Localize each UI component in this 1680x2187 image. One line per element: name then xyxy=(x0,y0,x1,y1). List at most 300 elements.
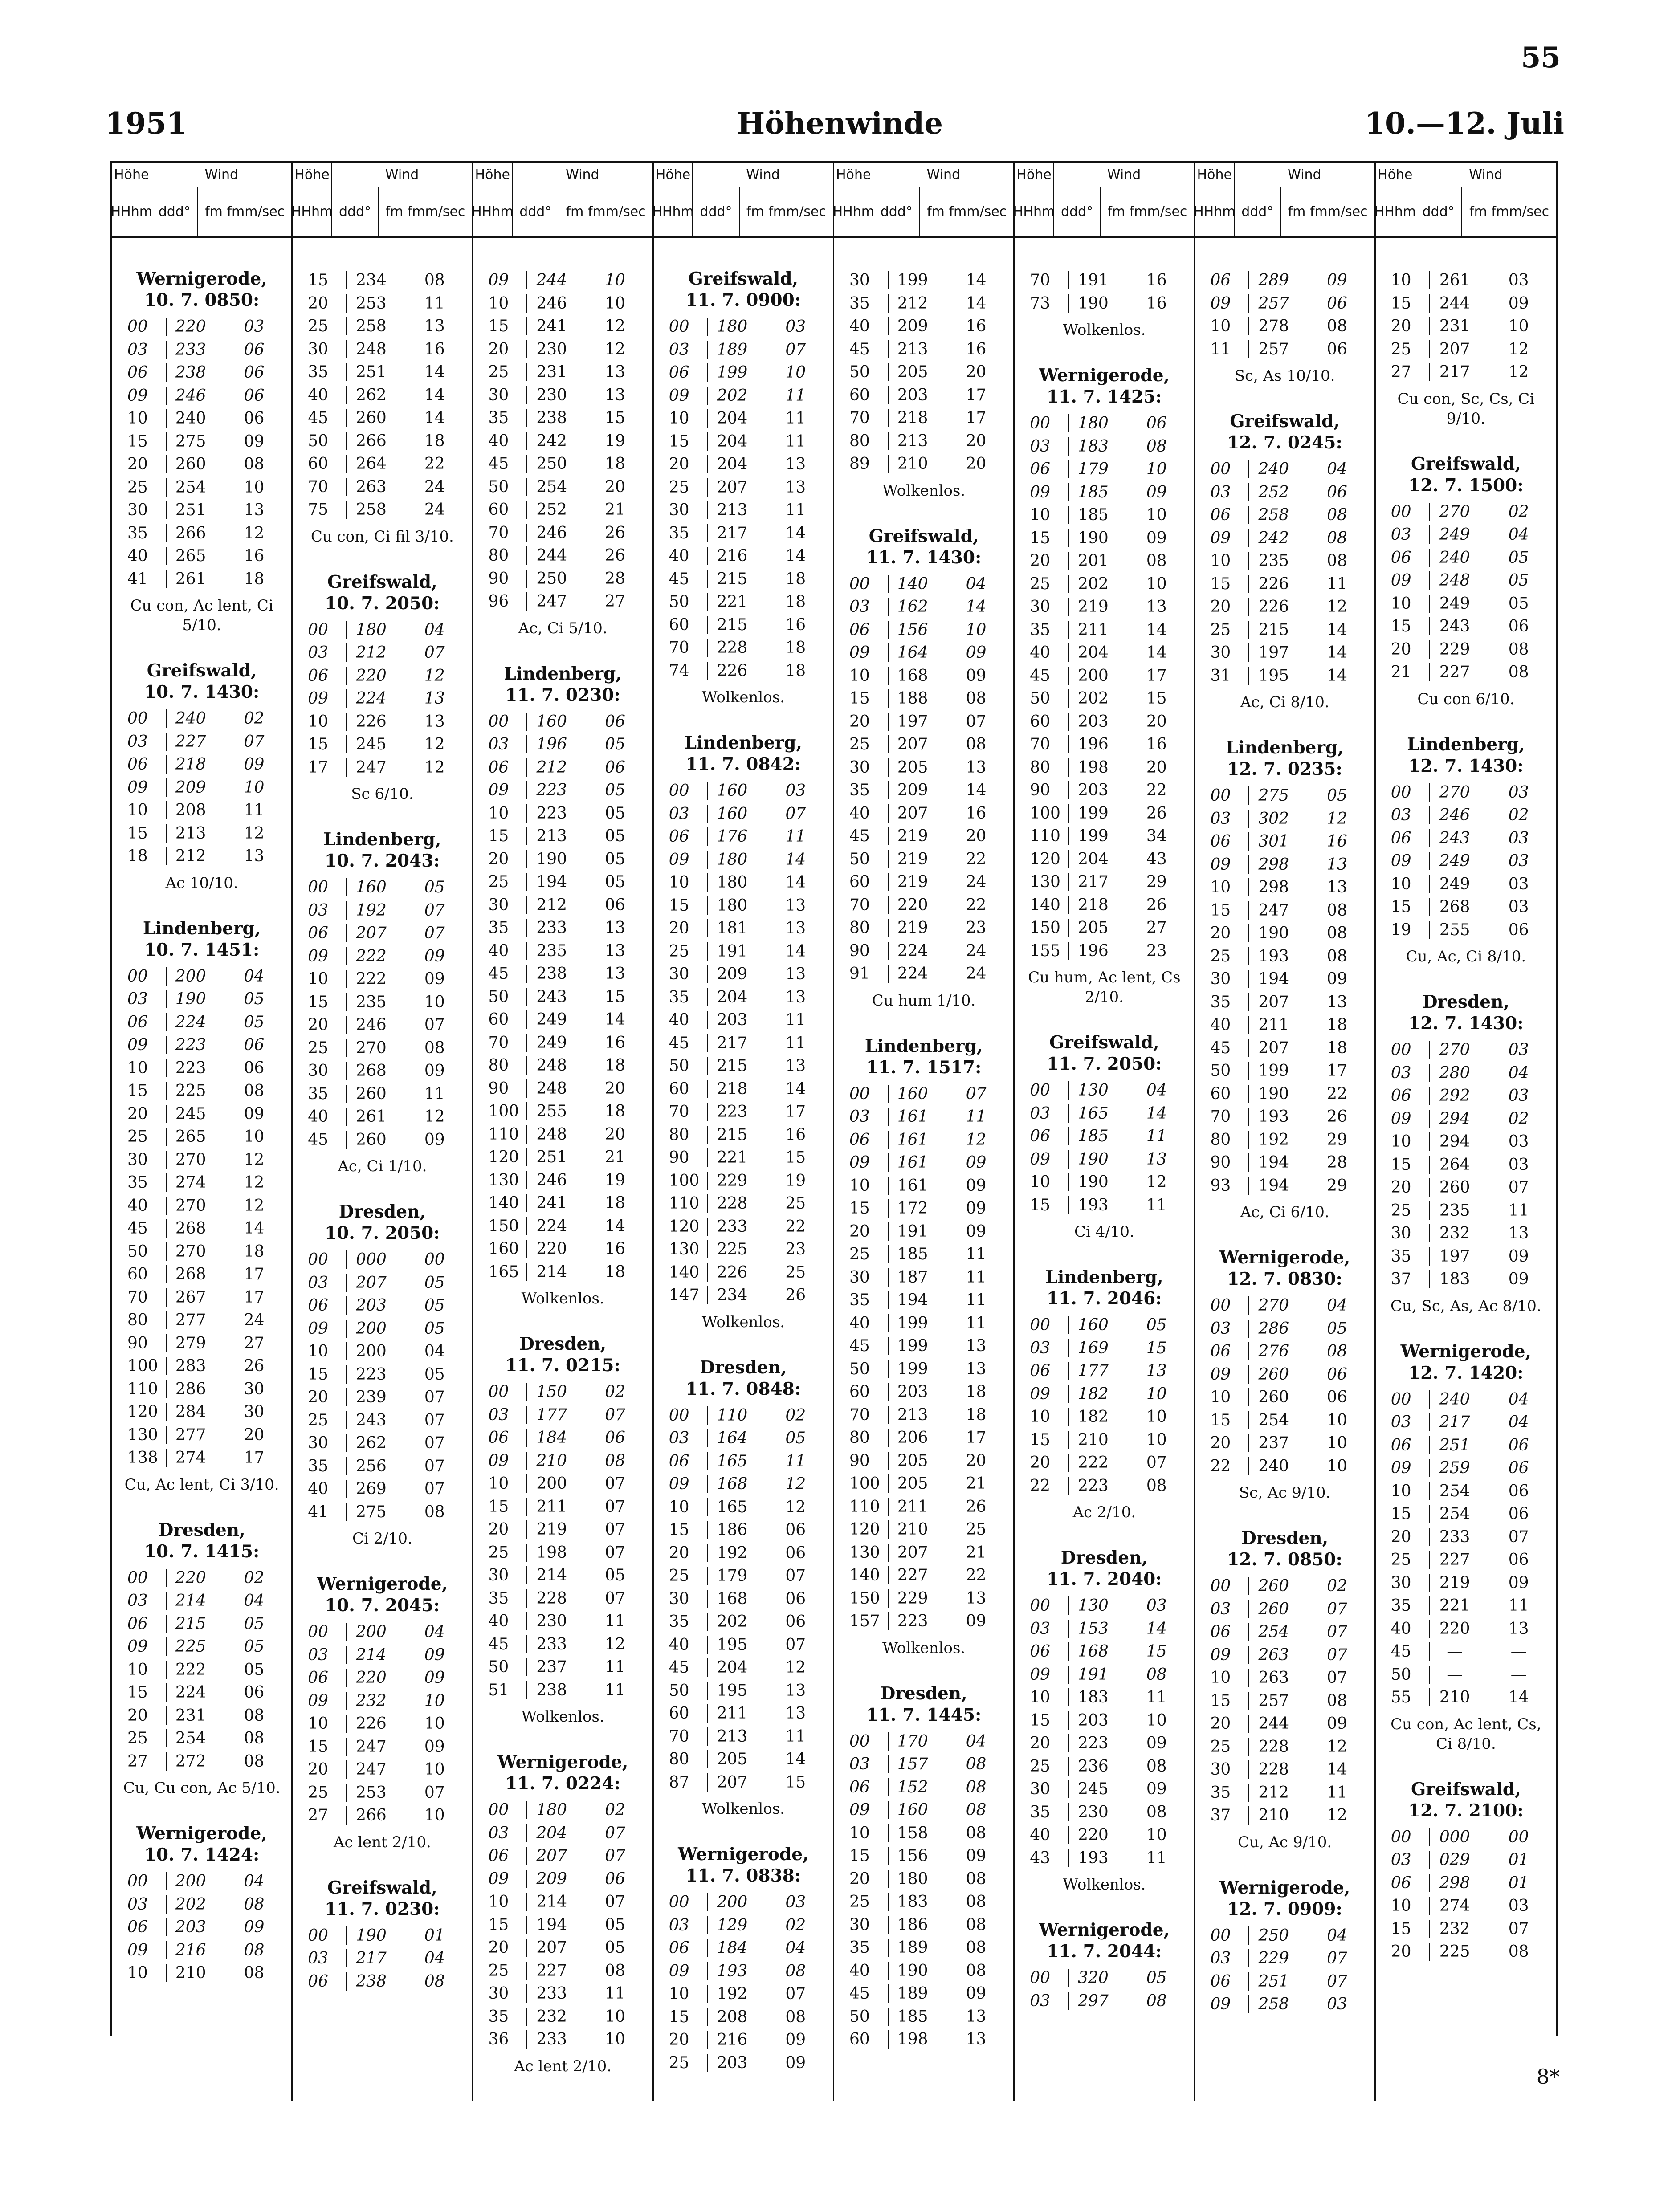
column-header xyxy=(293,161,472,238)
speed-value: 14 xyxy=(966,781,987,800)
table-row xyxy=(1203,595,1367,619)
direction-value: 183 xyxy=(1068,1688,1117,1706)
observation-rows xyxy=(1022,269,1187,315)
table-row xyxy=(1022,1847,1187,1870)
direction-value: 202 xyxy=(707,1613,756,1631)
height-value: 60 xyxy=(669,615,689,634)
speed-value: 13 xyxy=(244,847,265,866)
height-value: 41 xyxy=(308,1503,329,1521)
direction-value: 191 xyxy=(707,942,756,961)
header-fmfm xyxy=(1462,187,1556,236)
observation-rows xyxy=(1203,458,1367,687)
table-row xyxy=(1383,361,1549,384)
observation-rows xyxy=(1203,1575,1367,1827)
height-value: 89 xyxy=(849,455,870,473)
table-row xyxy=(119,1424,284,1447)
direction-value: 247 xyxy=(526,592,576,611)
table-row xyxy=(841,1914,1006,1937)
cloud-note: Cu con, Ci fil 3/10. xyxy=(310,527,454,546)
speed-value: 09 xyxy=(424,1669,445,1687)
direction-value: 206 xyxy=(888,1429,937,1447)
height-value: 43 xyxy=(1030,1849,1051,1867)
direction-value: 215 xyxy=(166,1615,215,1633)
height-value: 40 xyxy=(1030,643,1051,662)
header-ddd xyxy=(1415,187,1462,236)
table-row xyxy=(841,1426,1006,1450)
table-row xyxy=(1383,292,1549,315)
speed-value: 08 xyxy=(966,1824,987,1842)
height-value: 35 xyxy=(308,1457,329,1475)
height-value: 00 xyxy=(849,1084,870,1103)
table-row xyxy=(119,1011,284,1034)
table-row xyxy=(1383,919,1549,942)
direction-value: 203 xyxy=(707,1011,756,1029)
table-row xyxy=(300,1781,465,1804)
speed-value: 05 xyxy=(605,735,625,754)
table-row xyxy=(1203,315,1367,338)
height-value: 45 xyxy=(308,409,329,428)
height-value: 00 xyxy=(127,967,148,986)
table-row xyxy=(1203,1690,1367,1713)
header-hh-label: HH xyxy=(652,204,673,220)
table-row xyxy=(119,730,284,753)
speed-value: 09 xyxy=(966,1153,987,1172)
observation-rows xyxy=(1383,1826,1549,1963)
direction-value: 203 xyxy=(707,2054,756,2072)
height-value: 10 xyxy=(669,1985,689,2004)
speed-value: 14 xyxy=(424,363,445,382)
height-value: 45 xyxy=(488,965,509,983)
direction-value: 202 xyxy=(1068,689,1117,708)
table-row xyxy=(1022,1360,1187,1383)
table-row xyxy=(1203,1712,1367,1735)
height-value: 09 xyxy=(849,1801,870,1820)
table-row xyxy=(1022,641,1187,664)
direction-value: 029 xyxy=(1429,1851,1479,1869)
height-value: 25 xyxy=(488,1543,509,1562)
height-value: 15 xyxy=(488,317,509,336)
height-value: 60 xyxy=(127,1265,148,1284)
station-heading xyxy=(1022,1032,1187,1075)
height-value: 50 xyxy=(127,1242,148,1261)
table-row xyxy=(1383,1686,1549,1709)
observation-rows xyxy=(481,269,645,613)
height-value: 25 xyxy=(849,735,870,754)
speed-value: 11 xyxy=(424,1084,445,1103)
direction-value: 225 xyxy=(166,1082,215,1100)
height-value: 15 xyxy=(1210,1691,1231,1710)
station-name: Lindenberg, xyxy=(1226,737,1344,758)
header-ddd xyxy=(873,187,920,236)
speed-value: 11 xyxy=(605,1612,625,1631)
direction-value: 218 xyxy=(1068,896,1117,914)
table-row xyxy=(661,1914,826,1937)
table-row xyxy=(481,1518,645,1541)
table-row xyxy=(1022,435,1187,458)
height-value: 03 xyxy=(127,1895,148,1914)
table-row xyxy=(1383,1411,1549,1434)
table-row xyxy=(841,1220,1006,1243)
header-fmfm-label: fm fm xyxy=(927,204,967,220)
direction-value: 196 xyxy=(1068,942,1117,960)
direction-value: 215 xyxy=(707,570,756,588)
direction-value: 227 xyxy=(166,733,215,751)
direction-value: 226 xyxy=(346,1715,396,1733)
table-row xyxy=(1203,269,1367,292)
direction-value: 161 xyxy=(888,1131,937,1149)
table-row xyxy=(119,1103,284,1126)
direction-value: 275 xyxy=(166,432,215,451)
speed-value: 25 xyxy=(966,1520,987,1539)
column-body xyxy=(834,238,1013,2051)
column-header xyxy=(1195,161,1374,238)
height-value: 06 xyxy=(127,363,148,382)
speed-value: 07 xyxy=(1327,1600,1347,1618)
table-row xyxy=(661,545,826,568)
direction-value: 152 xyxy=(888,1778,937,1796)
direction-value: 261 xyxy=(346,1108,396,1126)
speed-value: 18 xyxy=(605,1056,625,1075)
height-value: 30 xyxy=(127,1150,148,1169)
height-value: 03 xyxy=(488,1824,509,1842)
speed-value: 15 xyxy=(605,409,625,428)
station-name: Greifswald, xyxy=(147,660,257,681)
speed-value: 10 xyxy=(605,2030,625,2049)
height-value: 06 xyxy=(127,755,148,774)
direction-value: 248 xyxy=(526,1079,576,1098)
direction-value: 224 xyxy=(888,942,937,960)
speed-value: 14 xyxy=(1146,620,1167,639)
table-row xyxy=(119,1309,284,1332)
table-row xyxy=(841,1587,1006,1610)
cloud-note: Ac, Ci 8/10. xyxy=(1240,693,1329,711)
speed-value: 07 xyxy=(424,1783,445,1802)
height-value: 10 xyxy=(127,801,148,820)
table-row xyxy=(661,986,826,1009)
height-value: 20 xyxy=(1210,1715,1231,1733)
height-value: 00 xyxy=(1210,460,1231,479)
page-title: Höhenwinde xyxy=(737,106,943,141)
table-row xyxy=(841,1105,1006,1128)
table-row xyxy=(481,1564,645,1587)
speed-value: 08 xyxy=(1327,552,1347,570)
page-year: 1951 xyxy=(105,106,187,141)
cloud-note: Cu con 6/10. xyxy=(1417,690,1515,708)
direction-value: 238 xyxy=(346,1972,396,1991)
speed-value: 07 xyxy=(605,1543,625,1562)
height-value: 00 xyxy=(308,878,329,897)
height-value: 140 xyxy=(849,1566,880,1585)
height-value: 60 xyxy=(1210,1084,1231,1103)
table-row xyxy=(481,1822,645,1845)
table-row xyxy=(481,1799,645,1822)
station-heading xyxy=(1383,1779,1549,1821)
table-row xyxy=(300,1294,465,1317)
direction-value: 211 xyxy=(526,1498,576,1516)
speed-value: 13 xyxy=(785,455,806,474)
station-name: Lindenberg, xyxy=(684,733,803,753)
direction-value: 263 xyxy=(1248,1646,1298,1664)
table-row xyxy=(1203,876,1367,899)
direction-value: 203 xyxy=(1068,713,1117,731)
height-value: 60 xyxy=(488,501,509,519)
observation-rows xyxy=(119,315,284,591)
height-value: 03 xyxy=(849,1755,870,1774)
station-name: Wernigerode, xyxy=(1219,1877,1350,1898)
direction-value: 219 xyxy=(888,827,937,845)
direction-value: 252 xyxy=(1248,483,1298,501)
speed-value: 28 xyxy=(605,569,625,588)
height-value: 20 xyxy=(488,1939,509,1957)
speed-value: 02 xyxy=(605,1383,625,1401)
height-value: 06 xyxy=(488,1847,509,1865)
direction-value: 280 xyxy=(1429,1064,1479,1082)
table-row xyxy=(481,916,645,940)
table-row xyxy=(481,1169,645,1192)
table-row xyxy=(481,384,645,407)
table-row xyxy=(1203,1105,1367,1128)
height-value: 21 xyxy=(1390,663,1411,682)
station-name: Dresden, xyxy=(1241,1528,1329,1548)
table-row xyxy=(841,641,1006,664)
table-row xyxy=(300,1478,465,1501)
speed-value: 05 xyxy=(605,1566,625,1585)
header-wind: Wind xyxy=(693,163,833,187)
header-msec-unit: m/sec xyxy=(1147,204,1187,220)
table-row xyxy=(1203,968,1367,991)
station-date-time: 11. 7. 0224: xyxy=(505,1773,620,1794)
speed-value: 03 xyxy=(1508,829,1529,847)
table-row xyxy=(661,636,826,660)
direction-value: 211 xyxy=(1248,1016,1298,1034)
direction-value: 221 xyxy=(707,593,756,611)
height-value: 06 xyxy=(1030,1127,1051,1146)
speed-value: 06 xyxy=(605,758,625,777)
height-value: 45 xyxy=(669,1034,689,1052)
speed-value: 08 xyxy=(244,1752,265,1771)
direction-value: 170 xyxy=(888,1732,937,1751)
speed-value: 03 xyxy=(785,1893,806,1912)
height-value: 70 xyxy=(127,1288,148,1307)
direction-value: 198 xyxy=(888,2030,937,2049)
cloud-note: Ac lent 2/10. xyxy=(333,1833,431,1851)
height-value: 75 xyxy=(308,501,329,519)
direction-value: 214 xyxy=(526,1263,576,1281)
direction-value: 168 xyxy=(1068,1642,1117,1661)
speed-value: 20 xyxy=(966,363,987,382)
direction-value: 191 xyxy=(888,1222,937,1241)
speed-value: 10 xyxy=(605,271,625,290)
direction-value: 298 xyxy=(1429,1874,1479,1892)
speed-value: 01 xyxy=(1508,1873,1529,1892)
table-row xyxy=(1383,1130,1549,1153)
direction-value: 204 xyxy=(707,988,756,1006)
height-value: 45 xyxy=(669,1658,689,1677)
header-hm-unit: hm xyxy=(672,204,694,220)
table-row xyxy=(841,2005,1006,2028)
table-row xyxy=(841,595,1006,619)
table-row xyxy=(119,1916,284,1939)
height-value: 03 xyxy=(1030,1339,1051,1357)
speed-value: 13 xyxy=(966,2007,987,2026)
height-value: 20 xyxy=(849,1222,870,1241)
table-row xyxy=(841,1868,1006,1891)
table-row xyxy=(661,338,826,362)
height-value: 30 xyxy=(849,1915,870,1934)
table-row xyxy=(300,292,465,315)
speed-value: 11 xyxy=(1146,1849,1167,1867)
direction-value: 242 xyxy=(1248,529,1298,547)
height-value: 25 xyxy=(1390,340,1411,358)
speed-value: 13 xyxy=(785,965,806,984)
table-row xyxy=(661,2052,826,2075)
table-row xyxy=(1022,1194,1187,1217)
table-row xyxy=(119,1589,284,1613)
speed-value: 07 xyxy=(424,1411,445,1429)
direction-value: 215 xyxy=(1248,621,1298,639)
speed-value: 08 xyxy=(966,1893,987,1911)
height-value: 35 xyxy=(1210,993,1231,1011)
table-row xyxy=(1383,1526,1549,1549)
speed-value: 21 xyxy=(605,1148,625,1167)
height-value: 03 xyxy=(849,598,870,616)
speed-value: — xyxy=(1510,1642,1527,1661)
table-row xyxy=(119,315,284,338)
cloud-note: Sc 6/10. xyxy=(351,785,414,803)
speed-value: 12 xyxy=(244,524,265,542)
direction-value: 220 xyxy=(888,896,937,914)
height-value: 15 xyxy=(1210,901,1231,920)
observation-rows xyxy=(1022,1079,1187,1217)
table-row xyxy=(481,1238,645,1261)
table-row xyxy=(1022,733,1187,756)
direction-value: 168 xyxy=(707,1590,756,1608)
height-value: 35 xyxy=(1390,1247,1411,1266)
direction-value: 199 xyxy=(1068,804,1117,823)
height-value: 00 xyxy=(669,318,689,336)
direction-value: 161 xyxy=(888,1153,937,1172)
direction-value: 156 xyxy=(888,621,937,639)
direction-value: 274 xyxy=(1429,1897,1479,1915)
speed-value: 20 xyxy=(1146,758,1167,777)
speed-value: 07 xyxy=(785,1635,806,1654)
table-row xyxy=(1203,664,1367,688)
height-value: 150 xyxy=(488,1217,519,1235)
station-date-time: 11. 7. 0230: xyxy=(325,1898,440,1919)
table-row xyxy=(300,338,465,361)
table-row xyxy=(1022,1125,1187,1148)
direction-value: 292 xyxy=(1429,1087,1479,1105)
cloud-note: Wolkenlos. xyxy=(701,1313,785,1331)
direction-value: 236 xyxy=(1068,1757,1117,1776)
direction-value: 246 xyxy=(526,1171,576,1189)
height-value: 03 xyxy=(1390,1413,1411,1432)
direction-value: 196 xyxy=(526,735,576,753)
table-row xyxy=(1383,1849,1549,1872)
height-value: 10 xyxy=(1390,875,1411,893)
height-value: 100 xyxy=(488,1102,519,1121)
direction-value: 257 xyxy=(1248,340,1298,358)
cloud-note: Ac, Ci 1/10. xyxy=(338,1157,427,1175)
direction-value: 219 xyxy=(1068,598,1117,616)
direction-value: 247 xyxy=(1248,901,1298,920)
table-row xyxy=(481,1587,645,1610)
direction-value: 260 xyxy=(346,1085,396,1103)
direction-value: 240 xyxy=(1248,460,1298,478)
table-row xyxy=(481,292,645,315)
direction-value: 221 xyxy=(1429,1596,1479,1615)
cloud-note: Wolkenlos. xyxy=(521,1708,604,1726)
table-row xyxy=(841,1753,1006,1776)
speed-value: 14 xyxy=(785,547,806,566)
direction-value: 260 xyxy=(1248,1600,1298,1618)
height-value: 73 xyxy=(1030,294,1051,313)
speed-value: 16 xyxy=(244,547,265,566)
cloud-note: Sc, As 10/10. xyxy=(1234,367,1335,385)
height-value: 90 xyxy=(849,941,870,960)
table-row xyxy=(1203,619,1367,642)
speed-value: 10 xyxy=(424,1760,445,1779)
speed-value: 08 xyxy=(785,1962,806,1980)
speed-value: 24 xyxy=(966,965,987,983)
speed-value: 17 xyxy=(966,1429,987,1447)
station-date-time: 11. 7. 1430: xyxy=(866,547,982,568)
height-value: 35 xyxy=(308,1084,329,1103)
height-value: 15 xyxy=(488,1497,509,1516)
direction-value: 164 xyxy=(888,643,937,662)
direction-value: 130 xyxy=(1068,1081,1117,1100)
speed-value: 10 xyxy=(1327,1457,1347,1475)
observation-rows xyxy=(1203,1924,1367,2016)
direction-value: 232 xyxy=(346,1692,396,1710)
table-row xyxy=(1203,1059,1367,1083)
direction-value: 297 xyxy=(1068,1992,1117,2010)
table-row xyxy=(661,1519,826,1542)
direction-value: 220 xyxy=(166,318,215,336)
header-fmfm-label: fm fm xyxy=(1107,204,1147,220)
observation-rows xyxy=(481,710,645,1284)
height-value: 06 xyxy=(1210,271,1231,290)
direction-value: 209 xyxy=(888,317,937,335)
table-row xyxy=(1022,1663,1187,1686)
table-row xyxy=(1383,781,1549,804)
station-heading xyxy=(1203,1877,1367,1920)
station-name: Lindenberg, xyxy=(1045,1267,1163,1287)
height-value: 90 xyxy=(488,569,509,588)
header-fmfm xyxy=(740,187,833,236)
speed-value: 01 xyxy=(424,1926,445,1945)
table-row xyxy=(1203,1014,1367,1037)
table-row xyxy=(841,1936,1006,1959)
speed-value: 12 xyxy=(244,824,265,843)
station-date-time: 11. 7. 1517: xyxy=(866,1057,982,1078)
speed-value: 13 xyxy=(785,1057,806,1075)
header-ddd xyxy=(693,187,740,236)
height-value: 06 xyxy=(1390,548,1411,567)
speed-value: 04 xyxy=(1146,1081,1167,1100)
station-name: Greifswald, xyxy=(1411,1779,1521,1800)
speed-value: 02 xyxy=(1327,1577,1347,1596)
height-value: 80 xyxy=(849,432,870,450)
direction-value: 207 xyxy=(1248,993,1298,1011)
table-row xyxy=(1203,1598,1367,1621)
header-hoehe: Höhe xyxy=(293,163,332,187)
speed-value: 07 xyxy=(1327,1669,1347,1687)
table-row xyxy=(1383,1617,1549,1641)
height-value: 03 xyxy=(488,1405,509,1424)
table-row xyxy=(119,1658,284,1682)
speed-value: 05 xyxy=(424,1273,445,1292)
